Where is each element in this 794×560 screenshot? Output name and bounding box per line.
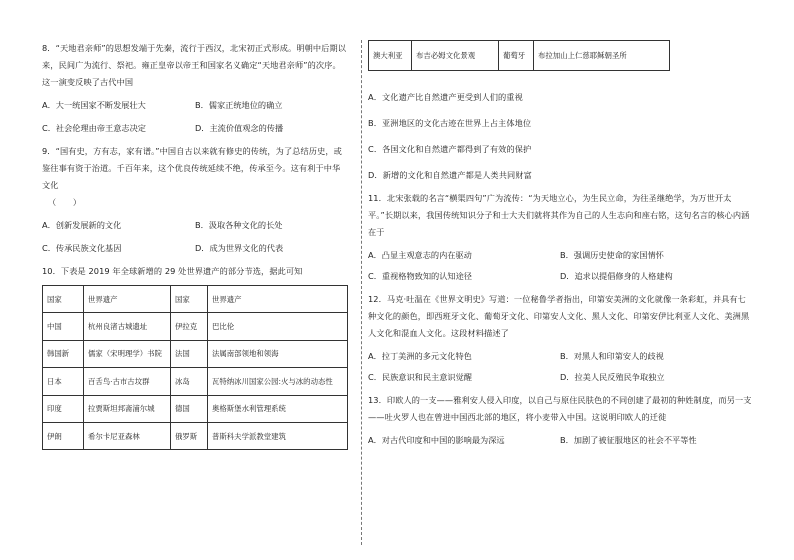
question-8-option-c: C．社会伦理由帝王意志决定 <box>42 123 146 133</box>
table-header-row <box>43 286 348 313</box>
table-cell: 俄罗斯 <box>171 422 208 449</box>
question-12-stem: 12．马克·吐温在《世界文明史》写道：一位秘鲁学者指出，印第安美洲的文化就像一条彩虹，并具有七种文化的颜色，即西班牙文化、葡萄牙文化、印第安人文化、黑人文化、印第安伊比利亚人文化、美洲黑人文化和混血人文化。这段材料描述了 <box>368 294 750 338</box>
question-10-option-c: C．各国文化和自然遗产都得到了有效的保护 <box>368 144 532 154</box>
table-row <box>43 313 348 340</box>
question-12-option-d: D．拉美人民反殖民争取独立 <box>560 372 665 382</box>
table-cell: 法属南部领地和领海 <box>208 340 348 367</box>
question-8-option-a: A．大一统国家不断发展壮大 <box>42 100 146 110</box>
question-11-option-a: A．凸显主观意志的内在驱动 <box>368 250 472 260</box>
table-cell: 澳大利亚 <box>369 41 412 71</box>
question-12-options <box>368 348 752 365</box>
heritage-table-continued <box>368 40 670 71</box>
table-cell: 伊拉克 <box>171 313 208 340</box>
question-9-blank: （ ） <box>48 197 82 207</box>
table-row <box>43 368 348 395</box>
question-13 <box>368 392 752 449</box>
table-cell: 法国 <box>171 340 208 367</box>
question-9-option-a: A．创新发展新的文化 <box>42 220 122 230</box>
question-10-options <box>368 89 752 184</box>
table-cell: 希尔卡尼亚森林 <box>84 422 171 449</box>
table-cell: 德国 <box>171 395 208 422</box>
question-8 <box>42 40 348 137</box>
question-9-options <box>42 217 348 234</box>
table-row <box>43 340 348 367</box>
question-9-option-c: C．传承民族文化基因 <box>42 243 122 253</box>
question-10-option-b: B．亚洲地区的文化古迹在世界上占主体地位 <box>368 118 532 128</box>
left-column <box>42 40 348 450</box>
table-cell: 中国 <box>43 313 84 340</box>
right-column <box>368 40 752 449</box>
table-header-cell: 世界遗产 <box>208 286 348 313</box>
question-11-stem: 11．北宋张载的名言“横渠四句”广为流传：“为天地立心，为生民立命，为往圣继绝学，为万世开太平。”长期以来，我国传统知识分子和士大夫们就将其作为自己的人生志向和座右铭，这句名言的核心内涵在于 <box>368 193 750 237</box>
table-cell: 奥格斯堡水利管理系统 <box>208 395 348 422</box>
question-11-option-d: D．追求以提倡修身的人格建构 <box>560 271 673 281</box>
table-row <box>43 395 348 422</box>
question-10-option-d: D．新增的文化和自然遗产都是人类共同财富 <box>368 170 532 180</box>
table-row <box>43 422 348 449</box>
column-divider <box>361 40 362 545</box>
table-cell: 拉贾斯坦邦斋浦尔城 <box>84 395 171 422</box>
question-9 <box>42 143 348 257</box>
heritage-table <box>42 285 348 450</box>
table-cell: 杭州良渚古城遗址 <box>84 313 171 340</box>
question-8-stem: 8．“天地君亲师”的思想发端于先秦，流行于西汉，北宋初正式形成。明朝中后期以来，民间广为流行、祭祀。雍正皇帝以帝王和国家名义确定“天地君亲师”的次序。这一演变反映了古代中国 <box>42 43 347 87</box>
table-header-cell: 世界遗产 <box>84 286 171 313</box>
table-cell: 印度 <box>43 395 84 422</box>
question-12-option-a: A．拉丁美洲的多元文化特色 <box>368 351 472 361</box>
table-cell: 百舌鸟·古市古坟群 <box>84 368 171 395</box>
question-11-options <box>368 247 752 264</box>
question-10-stem: 10．下表是 2019 年全球新增的 29 处世界遗产的部分节选，据此可知 <box>42 266 303 276</box>
question-8-options <box>42 97 348 114</box>
question-9-option-b: B．汲取各种文化的长处 <box>195 220 283 230</box>
question-12-option-b: B．对黑人和印第安人的歧视 <box>560 351 664 361</box>
table-cell: 韩国新 <box>43 340 84 367</box>
question-12-option-c: C．民族意识和民主意识觉醒 <box>368 372 472 382</box>
table-cell: 伊朗 <box>43 422 84 449</box>
table-header-cell: 国家 <box>171 286 208 313</box>
question-13-stem: 13．印欧人的一支——雅利安人侵入印度，以自己与原住民肤色的不同创建了最初的种姓制度，而另一支——吐火罗人也在曾进中国西北部的地区，将小麦带入中国。这说明印欧人的迁徙 <box>368 395 752 422</box>
question-8-option-b: B．儒家正统地位的确立 <box>195 100 283 110</box>
question-9-options-2 <box>42 240 348 257</box>
table-cell: 布拉加山上仁慈耶稣朝圣所 <box>534 41 670 71</box>
question-11-options-2 <box>368 268 752 285</box>
question-11-option-b: B．强调历史使命的家国情怀 <box>560 250 664 260</box>
table-cell: 瓦特纳冰川国家公园:火与冰的动态性 <box>208 368 348 395</box>
question-12-options-2 <box>368 369 752 386</box>
question-13-options <box>368 432 752 449</box>
question-13-option-b: B．加剧了被征服地区的社会不平等性 <box>560 435 697 445</box>
table-cell: 冰岛 <box>171 368 208 395</box>
table-cell: 巴比伦 <box>208 313 348 340</box>
table-cell: 儒家（宋明理学）书院 <box>84 340 171 367</box>
question-11 <box>368 190 752 285</box>
question-12 <box>368 291 752 386</box>
question-8-options-2 <box>42 120 348 137</box>
question-10-option-a: A．文化遗产比自然遗产更受到人们的重视 <box>368 92 523 102</box>
question-8-option-d: D．主流价值观念的传播 <box>195 123 284 133</box>
table-cell: 布吉必姆文化景观 <box>412 41 499 71</box>
question-9-option-d: D．成为世界文化的代表 <box>195 243 284 253</box>
table-row <box>369 41 670 71</box>
table-cell: 葡萄牙 <box>499 41 534 71</box>
question-11-option-c: C．重视格物致知的认知途径 <box>368 271 472 281</box>
question-10 <box>42 263 348 450</box>
question-9-stem: 9．“国有史，方有志，家有谱。”中国自古以来就有修史的传统，为了总结历史，或鉴往事有资于治道。千百年来，这个优良传统延续不绝，传承至今。这有利于中华文化 <box>42 146 342 190</box>
table-cell: 普斯科夫学派教堂建筑 <box>208 422 348 449</box>
table-header-cell: 国家 <box>43 286 84 313</box>
table-cell: 日本 <box>43 368 84 395</box>
question-13-option-a: A．对古代印度和中国的影响最为深远 <box>368 435 505 445</box>
